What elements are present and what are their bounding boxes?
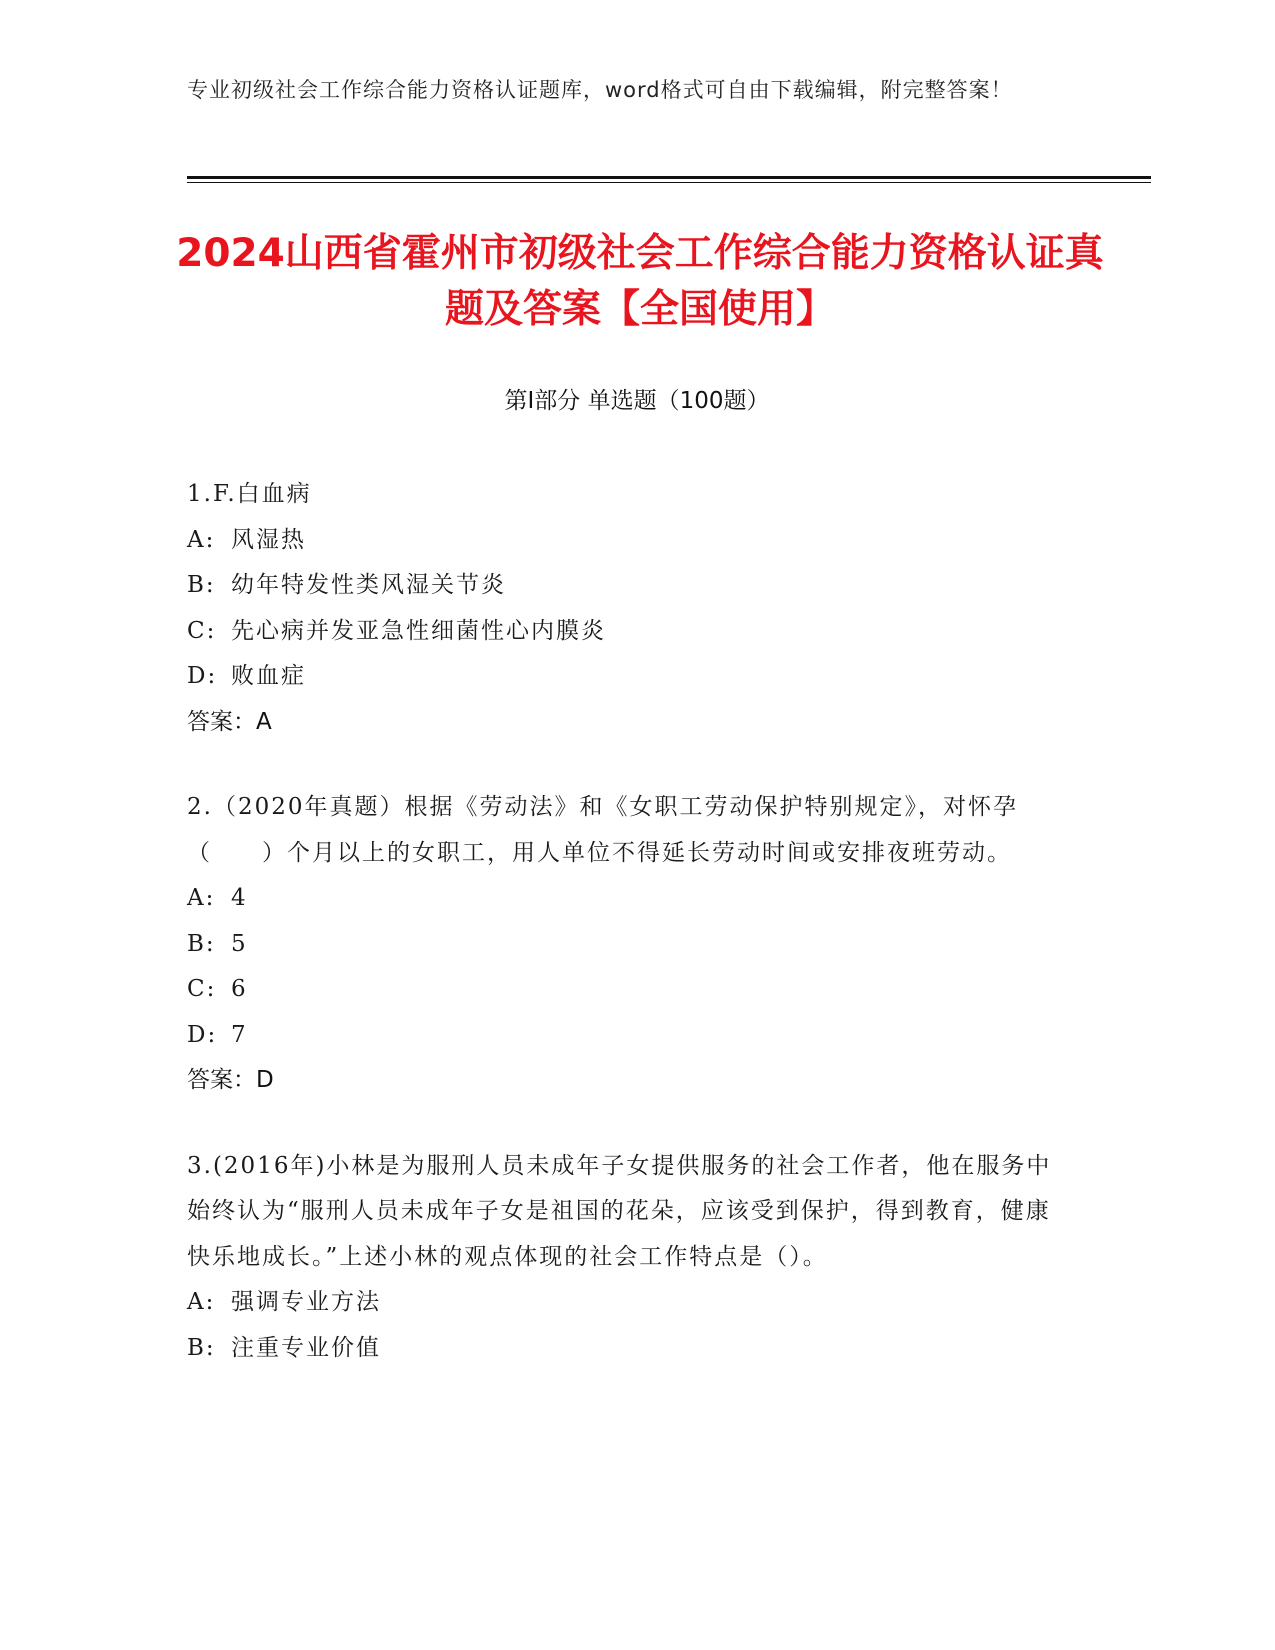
question-stem: 1.F.白血病: [187, 481, 312, 507]
answer-line: 答案：A: [187, 708, 272, 735]
option-c: [187, 609, 1067, 655]
option-key: C:: [187, 617, 217, 644]
option-b: [187, 1326, 1067, 1372]
header-divider-thick: [187, 176, 1151, 179]
option-text: 败血症: [231, 663, 306, 689]
option-text: 幼年特发性类风湿关节炎: [231, 572, 506, 598]
option-key: A:: [187, 885, 216, 911]
option-key: B:: [187, 572, 216, 598]
option-text: 强调专业方法: [231, 1289, 381, 1315]
option-d: [187, 1013, 1067, 1059]
option-text: 7: [231, 1021, 248, 1048]
option-c: [187, 967, 1067, 1013]
option-a: [187, 876, 1067, 922]
option-text: 先心病并发亚急性细菌性心内膜炎: [231, 617, 606, 644]
option-key: B:: [187, 1334, 216, 1361]
answer-line: 答案：D: [187, 1067, 274, 1093]
option-b: [187, 922, 1067, 968]
option-text: 风湿热: [231, 526, 306, 553]
option-key: B:: [187, 930, 216, 957]
question-stem: 2.（2020年真题）根据《劳动法》和《女职工劳动保护特别规定》，对怀孕（ ）个月以上的女职工，用人单位不得延长劳动时间或安排夜班劳动。: [187, 794, 1018, 866]
header-note: 专业初级社会工作综合能力资格认证题库，word格式可自由下载编辑，附完整答案！: [187, 78, 1013, 102]
question-1: [187, 472, 1067, 745]
option-a: [187, 518, 1067, 564]
option-text: 6: [231, 976, 248, 1002]
option-d: [187, 654, 1067, 700]
option-text: 注重专业价值: [231, 1334, 381, 1361]
section-heading: 第Ⅰ部分 单选题（100题）: [504, 388, 770, 414]
option-key: A:: [187, 1289, 216, 1315]
option-key: C:: [187, 976, 217, 1002]
question-3: [187, 1144, 1067, 1372]
question-2: [187, 785, 1067, 1104]
option-text: 4: [231, 885, 248, 911]
question-stem: 3.(2016年)小林是为服刑人员未成年子女提供服务的社会工作者，他在服务中始终认为“服刑人员未成年子女是祖国的花朵，应该受到保护，得到教育，健康快乐地成长。”上述小林的观点体现的社会工作特点是（）。: [187, 1152, 1052, 1270]
header-divider-thin: [187, 182, 1151, 183]
document-title: 2024山西省霍州市初级社会工作综合能力资格认证真题及答案【全国使用】: [176, 231, 1104, 332]
option-key: D:: [187, 663, 218, 689]
option-b: [187, 563, 1067, 609]
option-key: D:: [187, 1021, 218, 1048]
option-text: 5: [231, 930, 248, 957]
option-a: [187, 1280, 1067, 1326]
question-list: [187, 472, 1067, 1411]
option-key: A:: [187, 526, 216, 553]
